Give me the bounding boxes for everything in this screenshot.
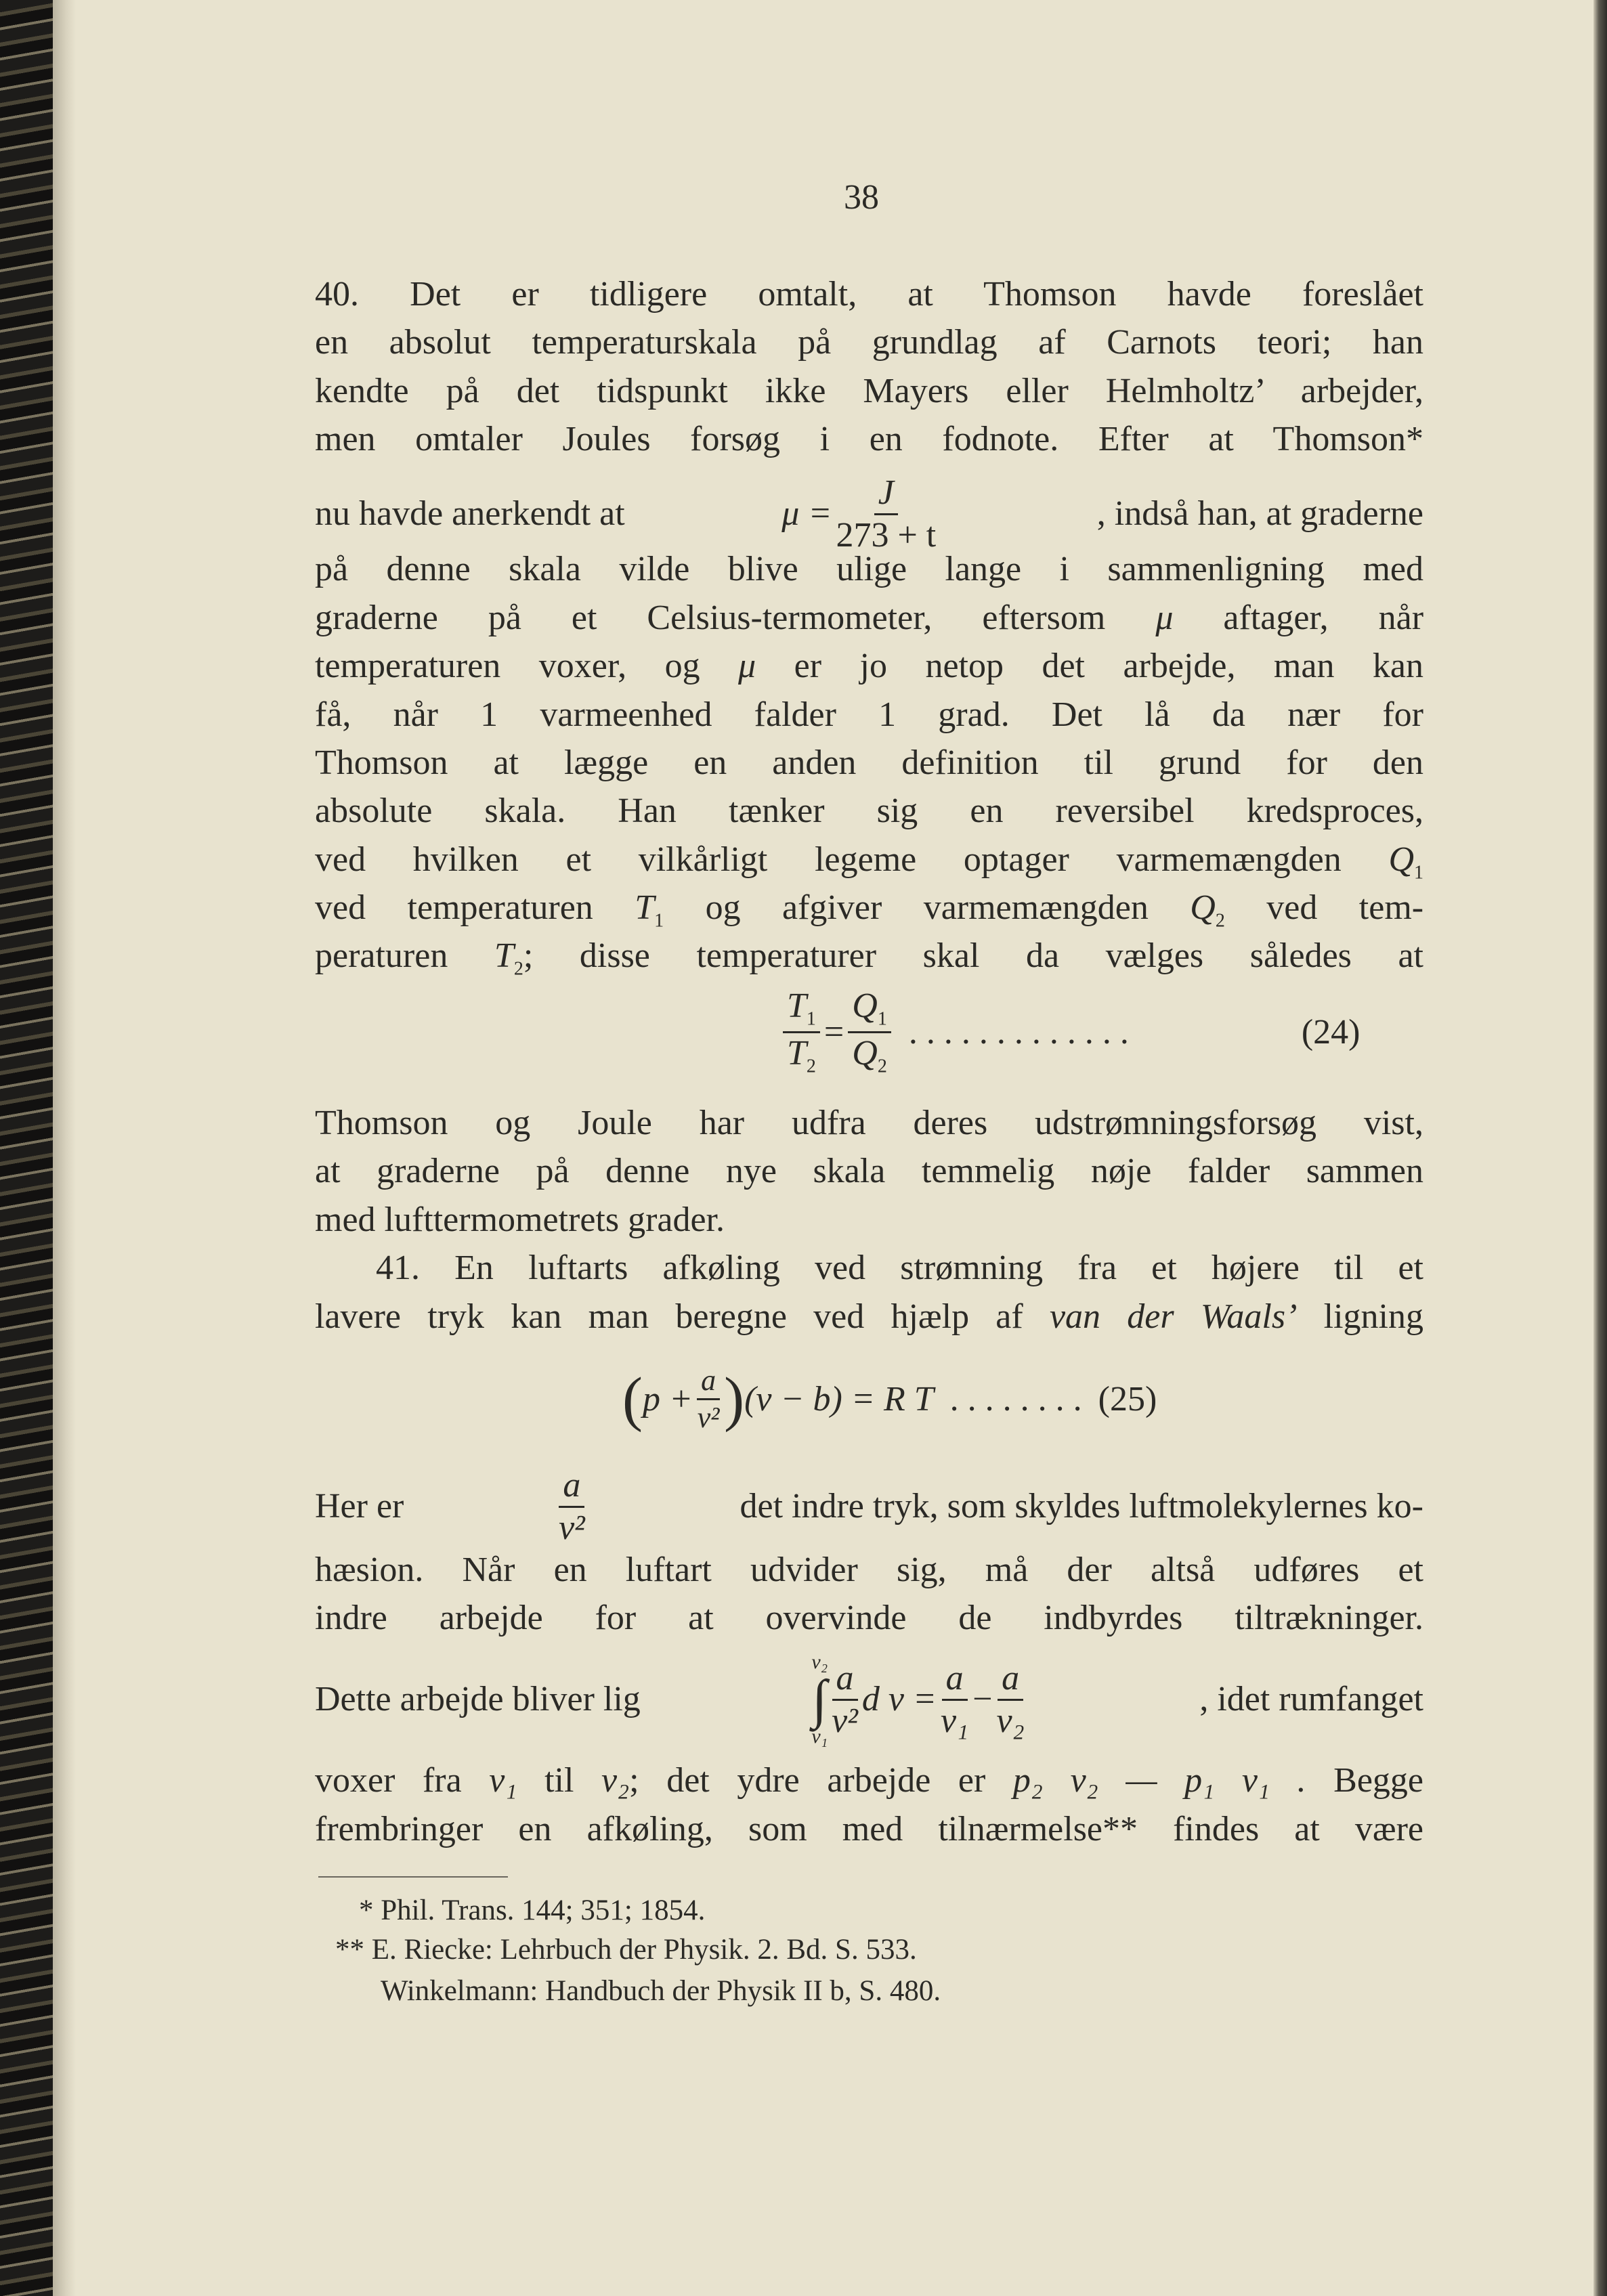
symbol-t: T — [787, 987, 807, 1025]
text: ved temperaturen — [315, 888, 593, 927]
text: er jo netop det arbejde, man kan — [794, 647, 1424, 685]
denominator: 273 + t — [836, 515, 937, 555]
fraction — [848, 989, 891, 1077]
footnote: * Phil. Trans. 144; 351; 1854. — [359, 1894, 706, 1926]
symbol-t: T — [787, 1034, 807, 1073]
text-line — [315, 836, 1423, 884]
text-line: hæsion. Når en luftart udvider sig, må der altså udføres et — [315, 1551, 1423, 1589]
paren: ( — [622, 1366, 643, 1433]
subscript: 2 — [1215, 910, 1225, 932]
numerator: a — [697, 1366, 720, 1400]
denominator: v₂ — [996, 1701, 1025, 1740]
subscript: 1 — [877, 1008, 887, 1030]
mu-symbol: μ = — [781, 494, 832, 533]
leader-dots: . . . . . . . . — [949, 1380, 1082, 1418]
text: og afgiver varmemængden — [705, 888, 1149, 927]
symbol: v₂ — [601, 1761, 630, 1800]
symbol-t: T — [494, 936, 514, 975]
integral-line — [315, 1652, 1423, 1747]
text: det indre tryk, som skyldes luftmolekylernes ko- — [740, 1487, 1423, 1525]
text-line: med lufttermometrets grader. — [315, 1200, 725, 1239]
text: Dette arbejde bliver lig — [315, 1680, 641, 1718]
text-line — [315, 594, 1423, 642]
text-line: frembringer en afkøling, som med tilnærmelse** findes at være — [315, 1810, 1423, 1848]
expression: d v = — [861, 1680, 937, 1718]
subscript: 2 — [877, 1056, 887, 1077]
subscript: 1 — [654, 910, 664, 932]
equation-24 — [779, 989, 1360, 1077]
mu-symbol: μ — [738, 647, 756, 685]
mu-symbol: μ — [1155, 599, 1174, 637]
text-line — [315, 932, 1423, 980]
symbol-q: Q — [852, 1034, 878, 1073]
fraction — [697, 1366, 720, 1433]
numerator: a — [942, 1661, 968, 1701]
text: ved tem- — [1266, 888, 1424, 927]
denominator: v² — [832, 1701, 858, 1740]
expression: (v − b) = R T — [744, 1380, 934, 1418]
fraction — [941, 1658, 969, 1740]
minus: − — [972, 1680, 993, 1718]
text-line: at graderne på denne nye skala temmelig nøje falder sammen — [315, 1152, 1423, 1190]
text: aftager, når — [1223, 599, 1424, 637]
text-line: en absolut temperaturskala på grundlag af Carnots teori; han — [315, 323, 1423, 362]
text: ved hvilken et vilkårligt legeme optager varmemængden — [315, 840, 1342, 879]
text: temperaturen voxer, og — [315, 647, 700, 685]
numerator: a — [832, 1661, 858, 1701]
text: Begge — [1333, 1761, 1424, 1800]
text-line — [315, 884, 1423, 932]
subscript: 2 — [806, 1056, 816, 1077]
text: lavere tryk kan man beregne ved hjælp af — [315, 1297, 1023, 1336]
numerator: a — [998, 1661, 1023, 1701]
text: nu havde anerkendt at — [315, 494, 625, 533]
symbol: v₁ — [489, 1761, 517, 1800]
denominator: v² — [697, 1401, 720, 1434]
text-line: Thomson at lægge en anden definition til grund for den — [315, 743, 1423, 782]
symbol-q: Q — [852, 987, 878, 1025]
text-line: kendte på det tidspunkt ikke Mayers eller Helmholtz’ arbejder, — [315, 372, 1423, 410]
text-line: absolute skala. Han tænker sig en reversibel kredsproces, — [315, 792, 1423, 830]
text-line: indre arbejde for at overvinde de indbyrdes tiltrækninger. — [315, 1599, 1423, 1637]
symbol-q: Q — [1190, 888, 1216, 927]
integral-sign: ∫ — [812, 1670, 828, 1729]
footnote-rule — [318, 1876, 508, 1878]
italic-text: van der Waals’ — [1049, 1297, 1298, 1336]
page-edge — [1593, 0, 1607, 2296]
symbol-t: T — [635, 888, 655, 927]
upper-limit: v₂ — [811, 1651, 828, 1673]
paren: ) — [724, 1366, 745, 1433]
book-binding — [0, 0, 53, 2296]
subscript: 1 — [1414, 862, 1423, 884]
text: graderne på et Celsius-termometer, eftersom — [315, 599, 1106, 637]
equation-label: (25) — [1098, 1380, 1157, 1418]
text: ; det ydre arbejde er — [629, 1761, 986, 1800]
fraction — [783, 989, 820, 1077]
footnote: ** E. Riecke: Lehrbuch der Physik. 2. Bd. S. 533. — [335, 1934, 917, 1966]
mu-formula-line — [315, 473, 1423, 555]
page-number: 38 — [844, 178, 879, 217]
fraction — [559, 1465, 585, 1547]
fraction — [832, 1658, 858, 1740]
text-line: Thomson og Joule har udfra deres udstrømningsforsøg vist, — [315, 1104, 1423, 1142]
symbol-q: Q — [1388, 840, 1414, 879]
fraction — [836, 475, 936, 553]
expression: p₂ v₂ — p₁ v₁ . — [1012, 1761, 1306, 1800]
leader-dots: . . . . . . . . . . . . . — [908, 1013, 1129, 1052]
symbol: p + — [642, 1380, 693, 1418]
text-line — [315, 1466, 1423, 1547]
text-line: få, når 1 varmeenhed falder 1 grad. Det lå da nær for — [315, 695, 1423, 734]
numerator: a — [559, 1468, 584, 1508]
text-line — [315, 1293, 1423, 1341]
text: til — [544, 1761, 574, 1800]
subscript: 2 — [513, 958, 523, 980]
denominator: v² — [559, 1508, 585, 1547]
text-line: men omtaler Joules forsøg i en fodnote. Efter at Thomson* — [315, 420, 1423, 458]
equation-label: (24) — [1301, 1013, 1360, 1052]
equation-25 — [622, 1364, 1157, 1434]
text: ligning — [1323, 1297, 1423, 1336]
footnote: Winkelmann: Handbuch der Physik II b, S. 480. — [381, 1975, 941, 2007]
text-line: 40. Det er tidligere omtalt, at Thomson havde foreslået — [315, 275, 1423, 313]
text: , idet rumfanget — [1199, 1680, 1423, 1718]
text: ; disse temperaturer skal da vælges således at — [523, 936, 1423, 975]
fraction — [996, 1658, 1025, 1740]
lower-limit: v₁ — [811, 1725, 828, 1748]
denominator: v₁ — [941, 1701, 969, 1740]
text: , indså han, at graderne — [1096, 494, 1423, 533]
text-line — [315, 643, 1423, 690]
numerator: J — [874, 475, 898, 515]
subscript: 1 — [806, 1008, 816, 1030]
text-line — [315, 1757, 1423, 1804]
page-gutter — [53, 0, 76, 2296]
text-line: 41. En luftarts afkøling ved strømning fra et højere til et — [376, 1249, 1423, 1287]
equals: = — [823, 1013, 844, 1052]
text-line: på denne skala vilde blive ulige lange i sammenligning med — [315, 550, 1423, 588]
text: voxer fra — [315, 1761, 462, 1800]
text: peraturen — [315, 936, 448, 975]
text: Her er — [315, 1487, 404, 1525]
